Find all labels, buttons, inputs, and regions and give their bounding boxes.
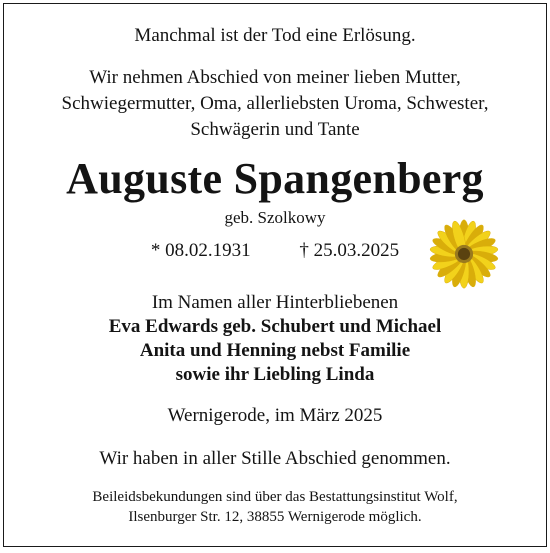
- intro-line: Schwägerin und Tante: [190, 119, 360, 140]
- mourner-line: Anita und Henning nebst Familie: [139, 340, 411, 361]
- intro-text: [4, 65, 546, 143]
- condolence-note: [4, 487, 546, 527]
- mourners-block: [4, 291, 546, 387]
- intro-line: Wir nehmen Abschied von meiner lieben Mutter,: [89, 67, 461, 88]
- obituary-notice: [3, 3, 547, 547]
- motto: Manchmal ist der Tod eine Erlösung.: [134, 25, 416, 46]
- birth-date: * 08.02.1931: [150, 240, 251, 261]
- condolence-line: Ilsenburger Str. 12, 38855 Wernigerode möglich.: [128, 509, 422, 525]
- place-date: Wernigerode, im März 2025: [167, 405, 383, 426]
- maiden-name: geb. Szolkowy: [224, 208, 326, 227]
- mourner-line: sowie ihr Liebling Linda: [175, 364, 375, 385]
- closing-text: Wir haben in aller Stille Abschied genommen.: [99, 448, 451, 469]
- deceased-name: Auguste Spangenberg: [66, 154, 484, 203]
- death-date: † 25.03.2025: [299, 240, 400, 261]
- intro-line: Schwiegermutter, Oma, allerliebsten Uroma, Schwester,: [61, 93, 489, 114]
- yellow-flower-icon: [426, 216, 502, 292]
- mourner-line: Eva Edwards geb. Schubert und Michael: [108, 316, 442, 337]
- flower-center: [458, 248, 470, 260]
- condolence-line: Beileidsbekundungen sind über das Bestattungsinstitut Wolf,: [92, 489, 458, 505]
- mourners-intro: Im Namen aller Hinterbliebenen: [151, 292, 399, 313]
